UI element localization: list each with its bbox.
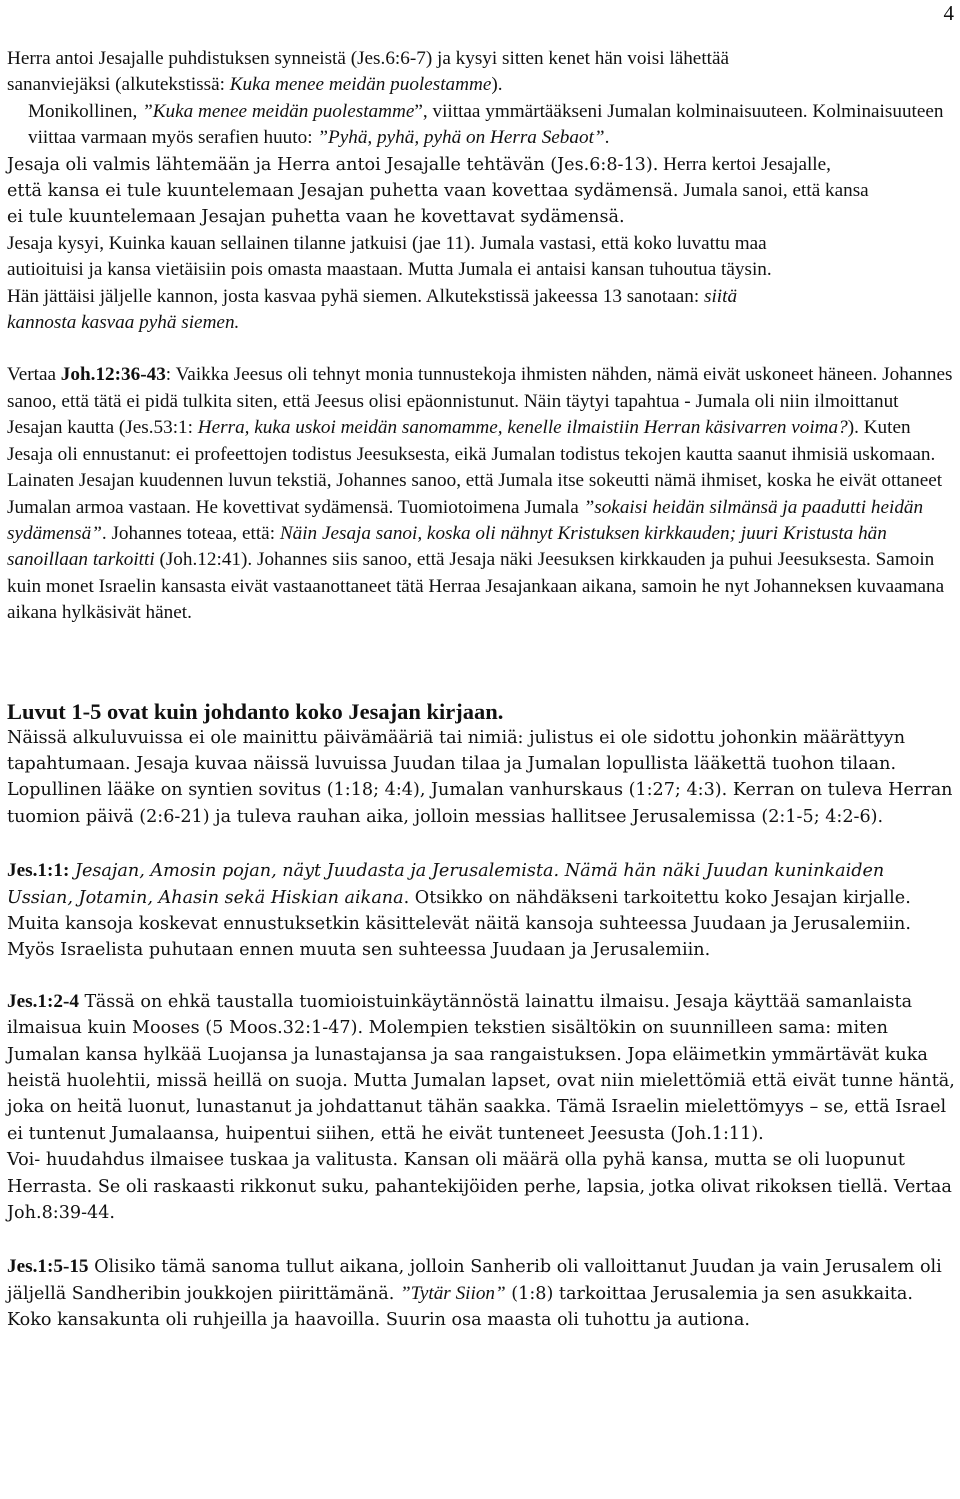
paragraph-mission bbox=[7, 152, 955, 337]
text: Mutta Jumala ei antaisi kansan tuhoutua täysin. bbox=[402, 259, 772, 281]
text: Hän jättäisi jäljelle kannon, josta kasvaa pyhä siemen. bbox=[7, 285, 423, 307]
text: että kansa ei tule kuuntelemaan Jesajan puhetta vaan kovettaa sydämensä. bbox=[7, 181, 679, 202]
text: (1:8) tarkoittaa Jerusalemia ja sen asukkaita. Koko kansakunta oli ruhjeilla ja haavoilla. Suurin osa maasta oli tuhottu ja autiona. bbox=[7, 1283, 913, 1331]
text: . bbox=[604, 127, 610, 149]
text: Voi- huudahdus ilmaisee tuskaa ja valitusta. Kansan oli määrä olla pyhä kansa, mutta se oli luopunut Herrasta. Se oli raskaasti rikkonut suku, pahantekijöiden perhe, lapsia, jotka olivat rikoksen tiellä. Vertaa Joh.8:39-44. bbox=[7, 1150, 952, 1224]
text: Jumala sanoi, että kansa bbox=[678, 180, 869, 202]
paragraph-john bbox=[7, 362, 955, 626]
reference: Joh. bbox=[60, 364, 96, 386]
text: . Otsikko on nähdäkseni tarkoitettu koko Jesajan kirjalle. Muita kansoja koskevat ennustuksetkin käsittelevät näitä kansoja suhteessa Juudaan ja Jerusalemiin. Myös Israelista puhutaan ennen muuta sen suhteessa Juudaan ja Jerusalemiin. bbox=[7, 887, 911, 961]
text: . Johannes toteaa, että: bbox=[101, 522, 280, 544]
text: Vertaa bbox=[7, 364, 61, 386]
quote: kannosta kasvaa pyhä siemen. bbox=[7, 312, 240, 334]
paragraph-jes-1-5-15 bbox=[7, 1254, 955, 1333]
quote: Kuka menee meidän puolestamme bbox=[229, 74, 492, 96]
quote: ”Kuka menee meidän puolestamme bbox=[142, 100, 415, 122]
section-heading: Luvut 1-5 ovat kuin johdanto koko Jesajan kirjaan. bbox=[7, 698, 504, 724]
reference: Jes.1:1: bbox=[7, 860, 70, 882]
paragraph-trinity bbox=[7, 99, 955, 152]
text: Herra kertoi Jesajalle, bbox=[658, 153, 831, 175]
text: : Vaikka Jeesus oli tehnyt monia tunnustekoja ihmisten nähden, nämä eivät uskoneet häneen. Johannes sanoo, että tätä ei pidä tulkita siten, että Jeesus olisi epäonnistunut. Näin täytyi tapahtua - Jumala oli niin ilmoittanut Jesajan kautta (Jes.53:1: bbox=[7, 364, 953, 439]
quote: Näin Jesaja sanoi, koska oli nähnyt Kristuksen kirkkauden; juuri Kristusta hän sanoillaan tarkoitti bbox=[7, 522, 887, 571]
text: autioituisi ja kansa vietäisiin pois omasta maastaan. bbox=[7, 259, 403, 281]
text: ). Kuten Jesaja oli ennustanut: ei profeettojen todistus Jeesuksesta, eikä Jumalan todistus tekojen kautta saanut ihmisiä uskomaan. Lainaten Jesajan kuudennen luvun tekstiä, Johannes sanoo, että Jumala itse sokeutti nämä ihmiset, koska he eivät ottaneet Jumalan armoa vastaan. He kovettivat sydämensä. Tuomiotoimena Jumala bbox=[7, 417, 943, 518]
quote: ”Tytär Siion” bbox=[399, 1282, 506, 1304]
quote: Jesajan, Amosin pojan, näyt Juudasta ja Jerusalemista. Nämä hän näki Juudan kuninkaiden Ussian, Jotamin, Ahasin sekä Hiskian aikana bbox=[7, 861, 885, 908]
text: Jesaja kysyi, Kuinka kauan sellainen tilanne jatkuisi (jae 11). bbox=[7, 232, 476, 254]
quote: Herra, kuka uskoi meidän sanomamme, kenelle ilmaistiin Herran käsivarren voima? bbox=[197, 417, 848, 439]
reference: Jes.1:2-4 bbox=[7, 990, 79, 1012]
paragraph-jes-1-2-4 bbox=[7, 989, 955, 1227]
text: sananviejäksi (alkutekstissä: bbox=[7, 74, 230, 96]
paragraph-intro bbox=[7, 46, 955, 99]
text: Tässä on ehkä taustalla tuomioistuinkäytännöstä lainattu ilmaisu. Jesaja käyttää samanlaista ilmaisua kuin Mooses (5 Moos.32:1-47). Molempien tekstien sisältökin on suunnilleen sama: miten Jumalan kansa hylkää Luojansa ja lunastajansa ja saa rangaistuksen. Jopa eläimetkin ymmärtävät kuka heistä huolehtii, missä heillä on suoja. Mutta Jumalan lapset, ovat niin mielettömiä että eivät tunne häntä, joka on heitä luonut, lunastanut ja johdattanut tähän saakka. Tämä Israelin mielettömyys – se, että Israel ei tuntenut Jumalaansa, huipentui siihen, että he eivät tunteneet Jeesusta (Joh.1:11). bbox=[7, 991, 955, 1144]
text: ). bbox=[491, 74, 503, 96]
paragraph-jes-1-1 bbox=[7, 858, 955, 964]
quote: siitä bbox=[703, 285, 738, 307]
text: ei tule kuuntelemaan Jesajan puhetta vaan he kovettavat sydämensä. bbox=[7, 207, 625, 228]
page-number: 4 bbox=[943, 1, 954, 25]
paragraph-overview: Näissä alkuluvuissa ei ole mainittu päivämääriä tai nimiä: julistus ei ole sidottu johonkin määrättyyn tapahtumaan. Jesaja kuvaa näissä luvuissa Juudan tilaa ja Jumalan lopullista lääkettä tuohon tilaan. Lopullinen lääke on syntien sovitus (1:18; 4:4), Jumalan vanhurskaus (1:27; 4:3). Kerran on tuleva Herran tuomion päivä (2:6-21) ja tuleva rauhan aika, jolloin messias hallitsee Jerusalemissa (2:1-5; 4:2-6). bbox=[7, 727, 953, 827]
quote: ”Pyhä, pyhä, bbox=[317, 127, 420, 149]
text: kolminaisuuteen. Kolminaisuuteen viittaa varmaan myös serafien huuto: bbox=[28, 100, 944, 149]
text: Olisiko tämä sanoma tullut aikana, jolloin Sanherib oli valloittanut Juudan ja vain Jerusalem oli jäljellä Sandheribin joukkojen piirittämänä. bbox=[7, 1257, 942, 1304]
text: Herra antoi Jesajalle puhdistuksen synneistä (Jes.6:6-7) ja kysyi sitten kenet hän voisi lähettää bbox=[7, 48, 730, 69]
text: Monikollinen, bbox=[28, 100, 143, 122]
text: Alkutekstissä jakeessa 13 sanotaan: bbox=[422, 285, 704, 307]
quote: ”sokaisi heidän silmänsä ja paadutti heidän sydämensä” bbox=[7, 496, 924, 544]
reference: 12:36-43 bbox=[95, 364, 166, 386]
text: Jesaja oli valmis lähtemään ja Herra antoi Jesajalle tehtävän (Jes.6:8-13). bbox=[7, 154, 659, 175]
text: Jumala vastasi, että koko luvattu maa bbox=[475, 232, 767, 254]
text: ”, viittaa ymmärtääkseni Jumalan bbox=[414, 100, 672, 122]
text: (Joh.12:41). Johannes siis sanoo, että Jesaja näki Jeesuksen kirkkauden ja puhui Jeesuksesta. Samoin kuin monet Israelin kansasta eivät vastaanottaneet tätä Herraa Jesajankaan aikana, samoin he nyt Johanneksen kuvaamana aikana hylkäsivät hänet. bbox=[7, 549, 945, 624]
document-body bbox=[7, 46, 955, 1334]
reference: Jes.1:5-15 bbox=[7, 1256, 89, 1278]
quote: pyhä on Herra Sebaot” bbox=[423, 127, 605, 149]
